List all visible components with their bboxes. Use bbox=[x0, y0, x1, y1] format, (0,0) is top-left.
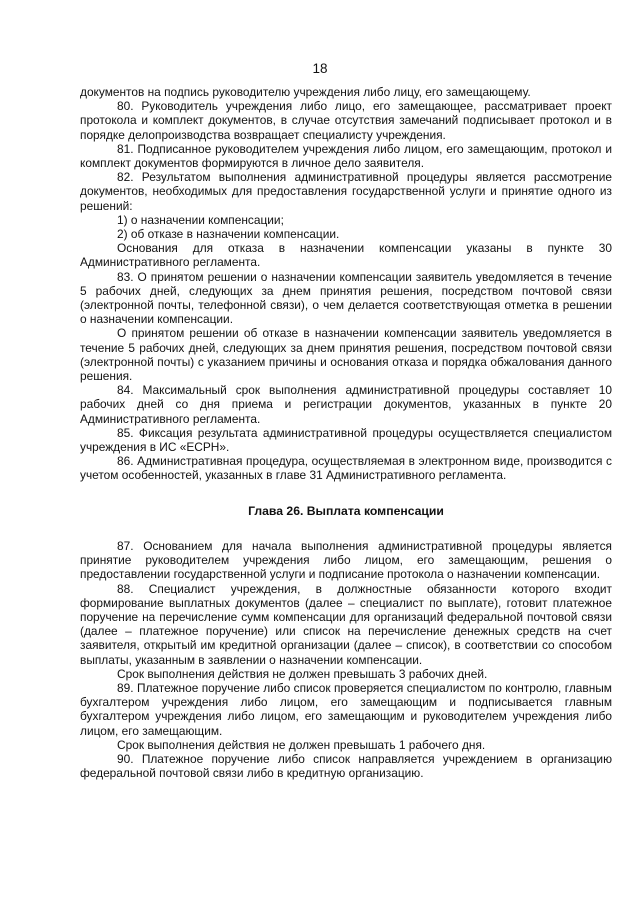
paragraph: 87. Основанием для начала выполнения административной процедуры является принятие руководителем учреждения либо лицом, его замещающим, решения о предоставлении государственной услуги и подписание протокола о назначении компенсации. bbox=[80, 538, 612, 582]
paragraph: 82. Результатом выполнения административной процедуры является рассмотрение документов, необходимых для предоставления государственной услуги и принятие одного из решений: bbox=[80, 170, 612, 213]
paragraph: Основания для отказа в назначении компенсации указаны в пункте 30 Административного регламента. bbox=[80, 241, 612, 270]
paragraph: 1) о назначении компенсации; bbox=[117, 212, 284, 227]
paragraph: 86. Административная процедура, осуществляемая в электронном виде, производится с учетом особенностей, указанных в главе 31 Административного регламента. bbox=[80, 454, 612, 483]
paragraph: Срок выполнения действия не должен превышать 1 рабочего дня. bbox=[117, 737, 486, 752]
paragraph: 83. О принятом решении о назначении компенсации заявитель уведомляется в течение 5 рабочих дней, следующих за днем принятия решения, посредством почтовой связи (электронной почты, телефонной связи), о чем делается соответствующая отметка в решении о назначении компенсации. bbox=[80, 269, 612, 327]
paragraph-group-bottom bbox=[80, 539, 612, 780]
paragraph-group-top bbox=[80, 85, 612, 483]
paragraph: Срок выполнения действия не должен превышать 3 рабочих дней. bbox=[117, 666, 488, 681]
paragraph: О принятом решении об отказе в назначении компенсации заявитель уведомляется в течение 5 рабочих дней, следующих за днем принятия решения, посредством почтовой связи (электронной почты) с указанием причины и основания отказа и порядка обжалования данного решения. bbox=[80, 326, 612, 384]
paragraph: 81. Подписанное руководителем учреждения либо лицом, его замещающим, протокол и комплект документов формируются в личное дело заявителя. bbox=[80, 141, 612, 171]
page-number: 18 bbox=[312, 61, 328, 76]
paragraph: документов на подпись руководителю учреждения либо лицу, его замещающему. bbox=[80, 85, 531, 99]
paragraph: 89. Платежное поручение либо список проверяется специалистом по контролю, главным бухгалтером учреждения либо лицом, его замещающим и подписывается главным бухгалтером учреждения либо лицом, его замещающим и руководителем учреждения либо лицом, его замещающим. bbox=[80, 680, 612, 738]
document-body bbox=[80, 85, 612, 780]
paragraph: 2) об отказе в назначении компенсации. bbox=[117, 227, 340, 242]
paragraph: 85. Фиксация результата административной процедуры осуществляется специалистом учреждения в ИС «ЕСРН». bbox=[80, 425, 612, 455]
paragraph: 84. Максимальный срок выполнения административной процедуры составляет 10 рабочих дней со дня приема и регистрации документов, указанных в пункте 20 Административного регламента. bbox=[80, 383, 612, 426]
paragraph: 88. Специалист учреждения, в должностные обязанности которого входит формирование выплатных документов (далее – специалист по выплате), готовит платежное поручение на перечисление сумм компенсации для организаций федеральной почтовой связи (далее – платежное поручение) или список на перечисление денежных средств на счет заявителя, открытый им кредитной организации (далее – список), в соответствии со способом выплаты, указанным в заявлении о назначении компенсации. bbox=[80, 581, 612, 667]
paragraph: 90. Платежное поручение либо список направляется учреждением в организацию федеральной почтовой связи либо в кредитную организацию. bbox=[80, 751, 612, 781]
chapter-heading: Глава 26. Выплата компенсации bbox=[248, 503, 444, 518]
paragraph: 80. Руководитель учреждения либо лицо, его замещающее, рассматривает проект протокола и комплект документов, в случае отсутствия замечаний подписывает протокол и в порядке делопроизводства возвращает специалисту учреждения. bbox=[80, 99, 612, 142]
